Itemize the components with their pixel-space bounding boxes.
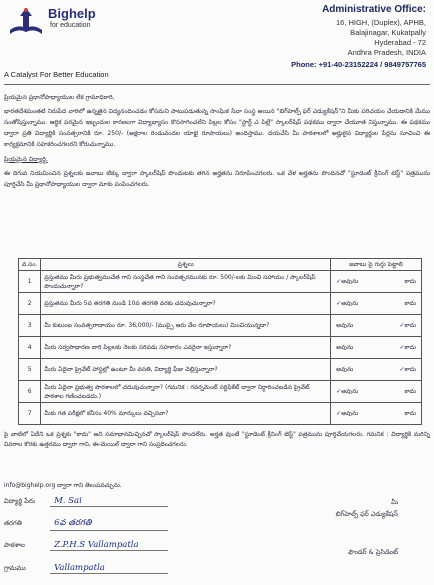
field-label: విద్యార్థి పేరు — [4, 497, 36, 505]
yes-option[interactable] — [336, 365, 353, 374]
yes-option[interactable] — [336, 387, 358, 396]
no-label: కాదు — [404, 388, 416, 395]
yes-option[interactable] — [336, 277, 358, 286]
row-question: ప్రస్తుతము మీరు ప్రభుత్వముచేత గాని సంస్థచేత గాని సంవత్సరమునకు రూ. 500/-లకు మించి సహాయం / స్కాలర్‌షిప్ పొందుచున్నారా? — [41, 271, 331, 293]
yes-label: అవును — [336, 366, 354, 373]
table-row — [19, 359, 422, 381]
tick-icon: ✓ — [399, 344, 405, 351]
eligibility-table — [18, 258, 422, 425]
row-answer — [331, 403, 422, 425]
no-label: కాదు — [404, 278, 416, 285]
sign-organization: బిగ్‌హెల్ప్ ఫర్ ఎడ్యుకేషన్ — [335, 510, 398, 518]
table-header-row — [19, 259, 422, 271]
tick-icon: ✓ — [336, 410, 342, 417]
class-value: 6వ తరగతి — [50, 518, 168, 531]
no-option[interactable] — [404, 387, 416, 396]
no-option[interactable] — [404, 277, 416, 286]
no-label: కాదు — [404, 344, 416, 351]
row-question: మీ కుటుంబ సంవత్సరాదాయం రూ. 36,000/- (ముప్పై ఆరు వేల రూపాయలు) మించియున్నదా? — [41, 315, 331, 337]
brand-subtitle: for education — [50, 22, 91, 29]
row-answer — [331, 381, 422, 403]
table-row — [19, 381, 422, 403]
bighelp-logo-icon — [6, 4, 46, 38]
office-line: Andhra Pradesh, INDIA — [347, 48, 426, 57]
no-label: కాదు — [404, 366, 416, 373]
office-line: 16, HIGH, (Duplex), APHB, — [335, 18, 426, 27]
instructions-paragraph: ఈ దిగువ నియమించిన ప్రశ్నలకు జవాబు టిక్కు ద్వారా స్కాలర్‌షిప్ పొందుటకు తగిన అర్హతను నిరూపించగలరు. ఒక వేళ అర్హతను పొందినచో "స్టూడెంట్ క్రీనింగ్ టెస్ట్" పత్రమును పూర్తిచేసి మీ ప్రధానోపాధ్యాయుల ద్వారా మాకు పంపించగలరు. — [4, 170, 430, 188]
no-label: కాదు — [404, 300, 416, 307]
intro-paragraph: భారతదేశమంతటి నిరుపేద వారిలో ఉన్నతైన విద్యనందించడం కోసమని పాటుపడుతున్న సాంఘిక సేవా సంస్థ అయిన "బిగ్‌హెల్ప్ ఫర్ ఎడ్యుకేషన్"ని మీకు పరిచయం చేయడానికి మేము సంతోషిస్తున్నాము. ఆర్థిక పరమైన ఇబ్బందుల కారణంగా విద్యాభ్యాసం కొనసాగించలేని పిల్లల కోసం "స్టార్ట్ ఎ పిల్లే" స్కాలర్‌షిప్ పథకము ద్వారా చేయూత నిస్తున్నాము. ఈ పథకము ద్వారా ప్రతి విద్యార్థికి సంవత్సరానికి రూ. 250/- (అక్షరాల రెండువందల యాభై రూపాయలు) అందిస్తాము. దయచేసి మీ పాఠశాలలో అర్హులైన విద్యార్థుల పేర్లను సూచించి ఈ కార్యక్రమానికి సహకరించగలరని కోరుచున్నాము. — [4, 108, 430, 148]
no-option[interactable] — [399, 365, 416, 374]
letterhead — [0, 0, 434, 92]
no-label: కాదు — [404, 410, 416, 417]
student-name-field — [4, 496, 168, 507]
row-answer — [331, 359, 422, 381]
no-label: కాదు — [404, 322, 416, 329]
table-row — [19, 293, 422, 315]
letter-body — [4, 92, 430, 193]
tick-icon: ✓ — [336, 388, 342, 395]
office-line: Hyderabad - 72 — [374, 38, 426, 47]
header-divider — [4, 84, 430, 85]
office-phone: Phone: +91-40-23152224 / 9849757765 — [291, 60, 426, 69]
yes-option[interactable] — [336, 343, 353, 352]
office-line: Balajinagar, Kukatpally — [350, 28, 426, 37]
no-option[interactable] — [399, 321, 416, 330]
yes-label: అవును — [341, 410, 359, 417]
yes-label: అవును — [341, 388, 359, 395]
row-question: ప్రస్తుతము మీరు 5వ తరగతి నుండి 10వ తరగతి వరకు చదువుచున్నారా? — [41, 293, 331, 315]
row-question: మీరు ఏదైనా ప్రైవేట్ హాస్టల్లో ఉంటూ మీ వసతి, విద్యార్థి ఫీజు చెల్లిస్తున్నారా? — [41, 359, 331, 381]
row-number: 5 — [19, 359, 41, 381]
tick-icon: ✓ — [399, 322, 405, 329]
row-answer — [331, 337, 422, 359]
table-row — [19, 403, 422, 425]
school-field — [4, 540, 168, 551]
salutation: ప్రియమైన ప్రధానోపాధ్యాయుల లేక గ్రామాధికారి, — [4, 94, 115, 101]
row-number: 6 — [19, 381, 41, 403]
brand-name: Bighelp — [48, 6, 96, 21]
school-value: Z.P.H.S Vallampatla — [50, 540, 168, 551]
tick-icon: ✓ — [399, 366, 405, 373]
class-field — [4, 518, 168, 531]
yes-label: అవును — [336, 322, 354, 329]
no-option[interactable] — [404, 409, 416, 418]
tick-icon: ✓ — [336, 278, 342, 285]
tagline: A Catalyst For Better Education — [4, 70, 109, 79]
yes-option[interactable] — [336, 299, 358, 308]
table-row — [19, 315, 422, 337]
col-header-answer: జవాబు పై గుర్తు పెట్టాలి — [331, 259, 422, 271]
yes-option[interactable] — [336, 409, 358, 418]
village-field — [4, 563, 168, 574]
field-label: తరగతి — [4, 519, 22, 527]
col-header-number: వ.సం. — [19, 259, 41, 271]
row-question: మీకు గత పరీక్షలో కనీసం 40% మార్కులు వచ్చినవా? — [41, 403, 331, 425]
office-address — [291, 4, 426, 69]
yes-label: అవును — [336, 344, 354, 351]
village-value: Vallampatla — [50, 563, 168, 574]
yes-option[interactable] — [336, 321, 353, 330]
contact-email: info@bighelp.org ద్వారా గాని తెలుపవచ్చును. — [4, 482, 122, 489]
no-option[interactable] — [399, 343, 416, 352]
row-question: మీరు ఏదైనా ప్రభుత్వ పాఠశాలలో చదువుచున్నారా? (గమనిక : గవర్నమెంట్ సర్టిఫికేట్ ద్వారా నిర్ధారించబడిన ప్రైవేట్ పాఠశాల గణించబడదు.) — [41, 381, 331, 403]
row-answer — [331, 315, 422, 337]
row-number: 4 — [19, 337, 41, 359]
section-title: ప్రియమైన విద్యార్థి, — [4, 156, 48, 163]
tick-icon: ✓ — [336, 300, 342, 307]
row-number: 1 — [19, 271, 41, 293]
table-row — [19, 337, 422, 359]
row-question: మీరు సర్వసాధారణ వారి పిల్లలకు నెలకు సరిపడు సహకారం ఎవరైనా ఇస్తున్నారా? — [41, 337, 331, 359]
table-row — [19, 271, 422, 293]
field-label: గ్రామము — [4, 564, 26, 572]
sign-title: ఫౌండర్ & ప్రెసిడెంట్ — [348, 548, 398, 556]
note-paragraph: పై వాటిలో ఏదేని ఒక ప్రశ్నకు "కాదు" అని సమాధానమిచ్చినచో స్కాలర్‌షిప్ పొందలేరు. అర్హత వుంటే "స్టూడెంట్ క్రీనింగ్ టెస్ట్" పత్రమును పూర్తిచేయగలరు. గమనిక : విద్యార్థికి మరిన్ని వివరాల కొరకు ఉత్తరము ద్వారా గాని, ఈ-మెయిల్ ద్వారా గాని సంప్రదించగలరు. — [4, 431, 430, 448]
row-answer — [331, 293, 422, 315]
row-number: 2 — [19, 293, 41, 315]
row-answer — [331, 271, 422, 293]
sign-greeting: మీ — [391, 498, 398, 506]
yes-label: అవును — [341, 300, 359, 307]
row-number: 3 — [19, 315, 41, 337]
office-title: Administrative Office: — [322, 4, 426, 15]
yes-label: అవును — [341, 278, 359, 285]
student-name-value: M. Sai — [50, 496, 168, 507]
field-label: పాఠశాల — [4, 541, 25, 549]
col-header-question: ప్రశ్నలు — [41, 259, 331, 271]
row-number: 7 — [19, 403, 41, 425]
no-option[interactable] — [404, 299, 416, 308]
